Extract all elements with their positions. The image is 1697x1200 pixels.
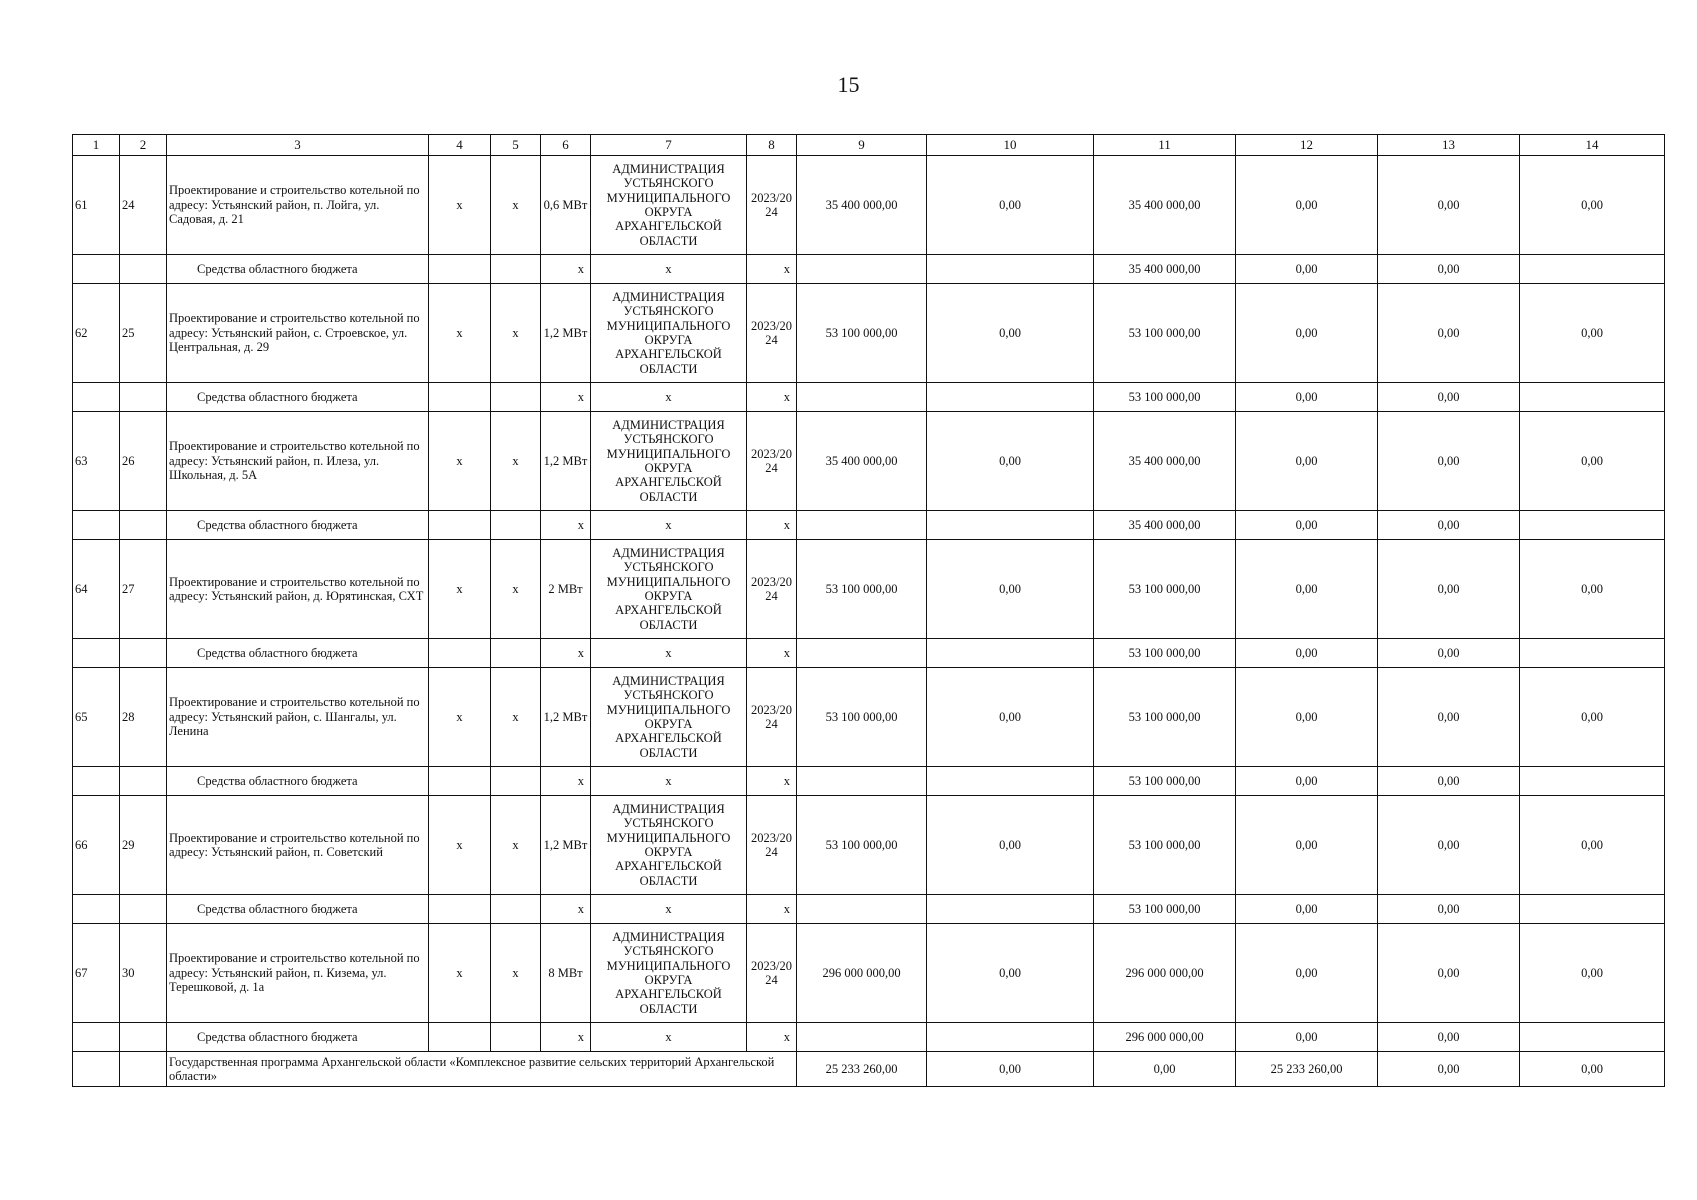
col4-cell: х <box>429 540 491 639</box>
col14-amount-cell: 0,00 <box>1520 1052 1665 1087</box>
col11-amount-cell: 0,00 <box>1094 1052 1236 1087</box>
budget-source-label: Средства областного бюджета <box>167 767 429 796</box>
col9-amount-cell: 53 100 000,00 <box>797 540 927 639</box>
object-row <box>73 924 1665 1023</box>
empty-cell <box>927 1023 1094 1052</box>
power-cell: 1,2 МВт <box>541 412 591 511</box>
empty-cell <box>797 255 927 284</box>
empty-cell <box>429 1023 491 1052</box>
empty-cell <box>73 1052 120 1087</box>
empty-cell <box>120 383 167 412</box>
administrator-cell: АДМИНИСТРАЦИЯ УСТЬЯНСКОГО МУНИЦИПАЛЬНОГО ОКРУГА АРХАНГЕЛЬСКОЙ ОБЛАСТИ <box>591 156 747 255</box>
col5-cell: х <box>491 412 541 511</box>
col14-amount-cell: 0,00 <box>1520 924 1665 1023</box>
column-number-cell: 8 <box>747 135 797 156</box>
empty-cell <box>73 639 120 668</box>
program-total-row <box>73 1052 1665 1087</box>
sub-number-cell: 24 <box>120 156 167 255</box>
col13-amount-cell: 0,00 <box>1378 796 1520 895</box>
column-number-cell: 4 <box>429 135 491 156</box>
col6-cell: х <box>541 255 591 284</box>
col13-amount-cell: 0,00 <box>1378 767 1520 796</box>
sub-number-cell: 30 <box>120 924 167 1023</box>
empty-cell <box>1520 1023 1665 1052</box>
col13-amount-cell: 0,00 <box>1378 895 1520 924</box>
column-number-cell: 5 <box>491 135 541 156</box>
col12-amount-cell: 0,00 <box>1236 156 1378 255</box>
period-cell: 2023/2024 <box>747 156 797 255</box>
col10-amount-cell: 0,00 <box>927 540 1094 639</box>
col12-amount-cell: 0,00 <box>1236 255 1378 284</box>
col12-amount-cell: 0,00 <box>1236 639 1378 668</box>
empty-cell <box>1520 511 1665 540</box>
col12-amount-cell: 0,00 <box>1236 924 1378 1023</box>
col7-cell: х <box>591 1023 747 1052</box>
col10-amount-cell: 0,00 <box>927 1052 1094 1087</box>
col13-amount-cell: 0,00 <box>1378 284 1520 383</box>
object-name-cell: Проектирование и строительство котельной по адресу: Устьянский район, с. Шангалы, ул. Ленина <box>167 668 429 767</box>
col12-amount-cell: 0,00 <box>1236 511 1378 540</box>
empty-cell <box>120 1023 167 1052</box>
row-number-cell: 63 <box>73 412 120 511</box>
budget-source-row <box>73 895 1665 924</box>
empty-cell <box>927 255 1094 284</box>
object-name-cell: Проектирование и строительство котельной по адресу: Устьянский район, д. Юрятинская, СХТ <box>167 540 429 639</box>
budget-source-label: Средства областного бюджета <box>167 895 429 924</box>
col7-cell: х <box>591 511 747 540</box>
period-cell: 2023/2024 <box>747 796 797 895</box>
col4-cell: х <box>429 796 491 895</box>
empty-cell <box>491 511 541 540</box>
empty-cell <box>927 767 1094 796</box>
col8-cell: х <box>747 895 797 924</box>
col10-amount-cell: 0,00 <box>927 796 1094 895</box>
col8-cell: х <box>747 383 797 412</box>
col14-amount-cell: 0,00 <box>1520 796 1665 895</box>
object-row <box>73 668 1665 767</box>
period-cell: 2023/2024 <box>747 668 797 767</box>
row-number-cell: 64 <box>73 540 120 639</box>
col10-amount-cell: 0,00 <box>927 156 1094 255</box>
col8-cell: х <box>747 1023 797 1052</box>
col13-amount-cell: 0,00 <box>1378 383 1520 412</box>
col10-amount-cell: 0,00 <box>927 412 1094 511</box>
col13-amount-cell: 0,00 <box>1378 255 1520 284</box>
power-cell: 0,6 МВт <box>541 156 591 255</box>
col11-amount-cell: 35 400 000,00 <box>1094 255 1236 284</box>
col12-amount-cell: 0,00 <box>1236 1023 1378 1052</box>
empty-cell <box>73 767 120 796</box>
col5-cell: х <box>491 156 541 255</box>
col7-cell: х <box>591 767 747 796</box>
col12-amount-cell: 0,00 <box>1236 895 1378 924</box>
column-number-cell: 13 <box>1378 135 1520 156</box>
column-number-cell: 11 <box>1094 135 1236 156</box>
sub-number-cell: 25 <box>120 284 167 383</box>
object-row <box>73 412 1665 511</box>
empty-cell <box>1520 639 1665 668</box>
empty-cell <box>491 383 541 412</box>
col12-amount-cell: 0,00 <box>1236 668 1378 767</box>
budget-source-row <box>73 383 1665 412</box>
period-cell: 2023/2024 <box>747 924 797 1023</box>
col11-amount-cell: 53 100 000,00 <box>1094 383 1236 412</box>
col14-amount-cell: 0,00 <box>1520 540 1665 639</box>
empty-cell <box>797 895 927 924</box>
empty-cell <box>491 1023 541 1052</box>
object-row <box>73 540 1665 639</box>
empty-cell <box>1520 767 1665 796</box>
administrator-cell: АДМИНИСТРАЦИЯ УСТЬЯНСКОГО МУНИЦИПАЛЬНОГО ОКРУГА АРХАНГЕЛЬСКОЙ ОБЛАСТИ <box>591 796 747 895</box>
col11-amount-cell: 35 400 000,00 <box>1094 511 1236 540</box>
col12-amount-cell: 0,00 <box>1236 767 1378 796</box>
empty-cell <box>1520 255 1665 284</box>
budget-source-label: Средства областного бюджета <box>167 383 429 412</box>
col13-amount-cell: 0,00 <box>1378 924 1520 1023</box>
object-name-cell: Проектирование и строительство котельной по адресу: Устьянский район, п. Илеза, ул. Школьная, д. 5А <box>167 412 429 511</box>
column-number-cell: 14 <box>1520 135 1665 156</box>
col8-cell: х <box>747 511 797 540</box>
empty-cell <box>429 639 491 668</box>
col9-amount-cell: 296 000 000,00 <box>797 924 927 1023</box>
empty-cell <box>927 895 1094 924</box>
column-number-cell: 2 <box>120 135 167 156</box>
col6-cell: х <box>541 511 591 540</box>
col13-amount-cell: 0,00 <box>1378 412 1520 511</box>
col12-amount-cell: 0,00 <box>1236 796 1378 895</box>
column-number-cell: 7 <box>591 135 747 156</box>
administrator-cell: АДМИНИСТРАЦИЯ УСТЬЯНСКОГО МУНИЦИПАЛЬНОГО ОКРУГА АРХАНГЕЛЬСКОЙ ОБЛАСТИ <box>591 284 747 383</box>
empty-cell <box>491 639 541 668</box>
col6-cell: х <box>541 767 591 796</box>
empty-cell <box>491 895 541 924</box>
empty-cell <box>491 767 541 796</box>
col5-cell: х <box>491 668 541 767</box>
empty-cell <box>120 767 167 796</box>
administrator-cell: АДМИНИСТРАЦИЯ УСТЬЯНСКОГО МУНИЦИПАЛЬНОГО ОКРУГА АРХАНГЕЛЬСКОЙ ОБЛАСТИ <box>591 924 747 1023</box>
empty-cell <box>429 383 491 412</box>
col4-cell: х <box>429 156 491 255</box>
col4-cell: х <box>429 668 491 767</box>
empty-cell <box>1520 895 1665 924</box>
empty-cell <box>73 1023 120 1052</box>
empty-cell <box>491 255 541 284</box>
col11-amount-cell: 53 100 000,00 <box>1094 895 1236 924</box>
col10-amount-cell: 0,00 <box>927 284 1094 383</box>
col12-amount-cell: 0,00 <box>1236 540 1378 639</box>
col9-amount-cell: 53 100 000,00 <box>797 796 927 895</box>
empty-cell <box>120 255 167 284</box>
program-name-cell: Государственная программа Архангельской области «Комплексное развитие сельских территорий Архангельской области» <box>167 1052 797 1087</box>
row-number-cell: 62 <box>73 284 120 383</box>
administrator-cell: АДМИНИСТРАЦИЯ УСТЬЯНСКОГО МУНИЦИПАЛЬНОГО ОКРУГА АРХАНГЕЛЬСКОЙ ОБЛАСТИ <box>591 412 747 511</box>
object-row <box>73 284 1665 383</box>
col14-amount-cell: 0,00 <box>1520 284 1665 383</box>
col8-cell: х <box>747 255 797 284</box>
col12-amount-cell: 25 233 260,00 <box>1236 1052 1378 1087</box>
col6-cell: х <box>541 895 591 924</box>
row-number-cell: 61 <box>73 156 120 255</box>
budget-source-row <box>73 1023 1665 1052</box>
col6-cell: х <box>541 383 591 412</box>
budget-source-label: Средства областного бюджета <box>167 255 429 284</box>
empty-cell <box>797 1023 927 1052</box>
col5-cell: х <box>491 796 541 895</box>
col7-cell: х <box>591 639 747 668</box>
empty-cell <box>120 895 167 924</box>
col10-amount-cell: 0,00 <box>927 668 1094 767</box>
row-number-cell: 65 <box>73 668 120 767</box>
empty-cell <box>429 895 491 924</box>
power-cell: 8 МВт <box>541 924 591 1023</box>
period-cell: 2023/2024 <box>747 412 797 511</box>
col7-cell: х <box>591 895 747 924</box>
col14-amount-cell: 0,00 <box>1520 412 1665 511</box>
col6-cell: х <box>541 1023 591 1052</box>
empty-cell <box>797 639 927 668</box>
col4-cell: х <box>429 924 491 1023</box>
column-number-cell: 10 <box>927 135 1094 156</box>
col13-amount-cell: 0,00 <box>1378 1023 1520 1052</box>
col11-amount-cell: 35 400 000,00 <box>1094 156 1236 255</box>
col5-cell: х <box>491 540 541 639</box>
col6-cell: х <box>541 639 591 668</box>
col5-cell: х <box>491 284 541 383</box>
object-name-cell: Проектирование и строительство котельной по адресу: Устьянский район, с. Строевское, ул. Центральная, д. 29 <box>167 284 429 383</box>
empty-cell <box>797 767 927 796</box>
power-cell: 1,2 МВт <box>541 668 591 767</box>
col12-amount-cell: 0,00 <box>1236 284 1378 383</box>
col9-amount-cell: 53 100 000,00 <box>797 668 927 767</box>
budget-source-label: Средства областного бюджета <box>167 639 429 668</box>
sub-number-cell: 26 <box>120 412 167 511</box>
col13-amount-cell: 0,00 <box>1378 668 1520 767</box>
col8-cell: х <box>747 767 797 796</box>
col13-amount-cell: 0,00 <box>1378 639 1520 668</box>
power-cell: 2 МВт <box>541 540 591 639</box>
empty-cell <box>73 383 120 412</box>
col7-cell: х <box>591 255 747 284</box>
col9-amount-cell: 53 100 000,00 <box>797 284 927 383</box>
col4-cell: х <box>429 284 491 383</box>
col5-cell: х <box>491 924 541 1023</box>
object-name-cell: Проектирование и строительство котельной по адресу: Устьянский район, п. Лойга, ул. Садовая, д. 21 <box>167 156 429 255</box>
empty-cell <box>797 511 927 540</box>
empty-cell <box>1520 383 1665 412</box>
program-table <box>72 134 1665 1087</box>
row-number-cell: 67 <box>73 924 120 1023</box>
col7-cell: х <box>591 383 747 412</box>
period-cell: 2023/2024 <box>747 540 797 639</box>
col11-amount-cell: 296 000 000,00 <box>1094 924 1236 1023</box>
budget-source-row <box>73 639 1665 668</box>
col12-amount-cell: 0,00 <box>1236 383 1378 412</box>
col11-amount-cell: 53 100 000,00 <box>1094 540 1236 639</box>
col11-amount-cell: 53 100 000,00 <box>1094 796 1236 895</box>
col11-amount-cell: 53 100 000,00 <box>1094 767 1236 796</box>
col13-amount-cell: 0,00 <box>1378 511 1520 540</box>
object-row <box>73 796 1665 895</box>
col10-amount-cell: 0,00 <box>927 924 1094 1023</box>
sub-number-cell: 29 <box>120 796 167 895</box>
empty-cell <box>429 255 491 284</box>
col14-amount-cell: 0,00 <box>1520 156 1665 255</box>
column-number-cell: 9 <box>797 135 927 156</box>
empty-cell <box>73 895 120 924</box>
power-cell: 1,2 МВт <box>541 284 591 383</box>
col9-amount-cell: 35 400 000,00 <box>797 156 927 255</box>
col8-cell: х <box>747 639 797 668</box>
col11-amount-cell: 35 400 000,00 <box>1094 412 1236 511</box>
empty-cell <box>927 511 1094 540</box>
budget-source-row <box>73 767 1665 796</box>
page-number: 15 <box>837 72 860 97</box>
object-row <box>73 156 1665 255</box>
col11-amount-cell: 53 100 000,00 <box>1094 639 1236 668</box>
power-cell: 1,2 МВт <box>541 796 591 895</box>
sub-number-cell: 27 <box>120 540 167 639</box>
col13-amount-cell: 0,00 <box>1378 1052 1520 1087</box>
budget-source-row <box>73 511 1665 540</box>
empty-cell <box>429 767 491 796</box>
column-number-cell: 12 <box>1236 135 1378 156</box>
empty-cell <box>120 511 167 540</box>
col11-amount-cell: 296 000 000,00 <box>1094 1023 1236 1052</box>
empty-cell <box>927 383 1094 412</box>
row-number-cell: 66 <box>73 796 120 895</box>
empty-cell <box>120 1052 167 1087</box>
column-number-cell: 1 <box>73 135 120 156</box>
col13-amount-cell: 0,00 <box>1378 540 1520 639</box>
object-name-cell: Проектирование и строительство котельной по адресу: Устьянский район, п. Советский <box>167 796 429 895</box>
budget-source-row <box>73 255 1665 284</box>
empty-cell <box>73 255 120 284</box>
sub-number-cell: 28 <box>120 668 167 767</box>
budget-source-label: Средства областного бюджета <box>167 1023 429 1052</box>
col12-amount-cell: 0,00 <box>1236 412 1378 511</box>
budget-source-label: Средства областного бюджета <box>167 511 429 540</box>
administrator-cell: АДМИНИСТРАЦИЯ УСТЬЯНСКОГО МУНИЦИПАЛЬНОГО ОКРУГА АРХАНГЕЛЬСКОЙ ОБЛАСТИ <box>591 668 747 767</box>
column-number-cell: 3 <box>167 135 429 156</box>
col14-amount-cell: 0,00 <box>1520 668 1665 767</box>
empty-cell <box>797 383 927 412</box>
administrator-cell: АДМИНИСТРАЦИЯ УСТЬЯНСКОГО МУНИЦИПАЛЬНОГО ОКРУГА АРХАНГЕЛЬСКОЙ ОБЛАСТИ <box>591 540 747 639</box>
col4-cell: х <box>429 412 491 511</box>
empty-cell <box>73 511 120 540</box>
col9-amount-cell: 25 233 260,00 <box>797 1052 927 1087</box>
col9-amount-cell: 35 400 000,00 <box>797 412 927 511</box>
col11-amount-cell: 53 100 000,00 <box>1094 284 1236 383</box>
col11-amount-cell: 53 100 000,00 <box>1094 668 1236 767</box>
column-number-cell: 6 <box>541 135 591 156</box>
col13-amount-cell: 0,00 <box>1378 156 1520 255</box>
empty-cell <box>120 639 167 668</box>
object-name-cell: Проектирование и строительство котельной по адресу: Устьянский район, п. Кизема, ул. Терешковой, д. 1а <box>167 924 429 1023</box>
empty-cell <box>927 639 1094 668</box>
empty-cell <box>429 511 491 540</box>
column-number-row <box>73 135 1665 156</box>
period-cell: 2023/2024 <box>747 284 797 383</box>
